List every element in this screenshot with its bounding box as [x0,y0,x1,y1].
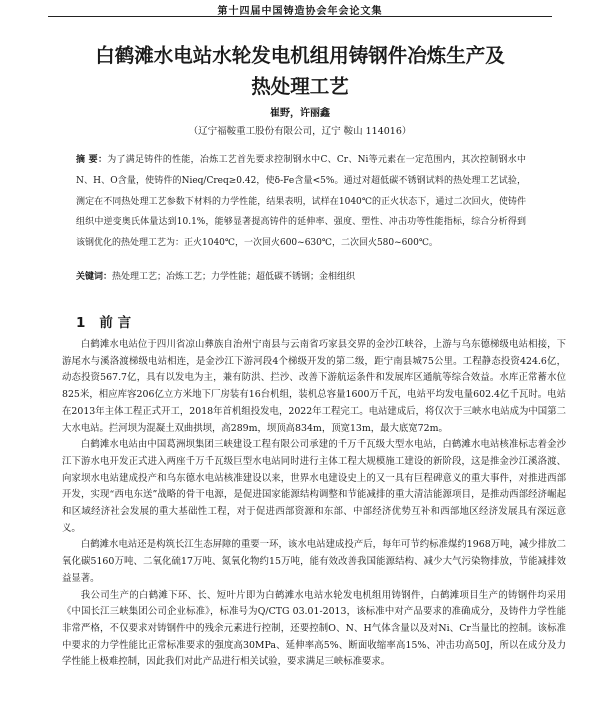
title-line-2: 热处理工艺 [251,75,349,98]
abstract-text: 为了满足铸件的性能，冶炼工艺首先要求控制钢水中C、Cr、Ni等元素在一定范围内，其次控制钢水中N、H、O含量，使铸件的Nieq/Creq≥0.42，使δ-Fe含量<5%。通过对超低碳不锈钢试料的热处理工艺试验，测定在不同热处理工艺参数下材料的力学性能，结果表明，试样在1040℃的正火状态下，通过二次回火，使铸件组织中逆变奥氏体量达到10.1%，能够显著提高铸件的延伸率、强度、塑性、冲击功等性能指标，综合分析得到该钢优化的热处理工艺为：正火1040℃，一次回火600~630℃，二次回火580~600℃。 [76,155,526,249]
authors: 崔野，许丽鑫 [270,108,330,119]
paragraph: 我公司生产的白鹤滩下环、长、短叶片即为白鹤滩水电站水轮发电机组用铸钢件，白鹤滩项目生产的铸钢件均采用《中国长江三峡集团公司企业标准》，标准号为Q/CTG 03.01-2013，该标准中对产品要求的准确成分，及铸件力学性能非常严格，不仅要求对铸钢件中的残余元素进行控制，还要控制O、N、H气体含量以及对Ni、Cr当量比的控制。该标准中要求的力学性能比正常标准要求的强度高30MPa、延伸率高5%、断面收缩率高15%、冲击功高50J，所以在成分及力学性能上极难控制，因此我们对此产品进行相关试验，要求满足三峡标准要求。 [62,589,566,668]
paper-title [40,40,560,102]
paragraph: 白鹤滩水电站由中国葛洲坝集团三峡建设工程有限公司承建的千万千瓦级大型水电站，白鹤滩水电站核准标志着金沙江下游水电开发正式进入两座千万千瓦级巨型水电站同时进行主体工程大规模施工建设的新阶段，这是推金沙江溪洛渡、向家坝水电站建成投产和乌东德水电站核准建设以来，世界水电建设史上的又一具有巨程碑意义的重大事件，对推进西部开发，实现“西电东送”战略的骨干电源，是促进国家能源结构调整和节能减排的重大清洁能源项目，是推动西部经济崛起和区域经济社会发展的重大基础性工程，对于促进西部资源和东部、中部经济优势互补和西部地区经济发展具有深远意义。 [62,439,566,534]
body-text [62,337,566,671]
keywords [76,270,526,284]
header-rule [48,16,552,17]
keywords-text: 热处理工艺；冶炼工艺；力学性能；超低碳不锈钢；金相组织 [112,272,356,282]
abstract-label: 摘 要： [76,155,108,165]
section-title: 前 言 [99,315,132,331]
abstract [76,150,526,254]
paragraph: 白鹤滩水电站还是构筑长江生态屏障的重要一环，该水电站建成投产后，每年可节约标准煤约1968万吨，减少排放二氧化碳5160万吨、二氧化硫17万吨、氮氧化物约15万吨，能有效改善我国能源结构、减少大气污染物排放，节能减排效益显著。 [62,539,566,584]
section-number: 1 [76,315,86,331]
title-line-1: 白鹤滩水电站水轮发电机组用铸钢件冶炼生产及 [95,44,505,67]
affiliation: （辽宁福鞍重工股份有限公司，辽宁 鞍山 114016） [188,126,412,137]
running-head: 第十四届中国铸造协会年会论文集 [217,6,383,17]
paragraph: 白鹤滩水电站位于四川省凉山彝族自治州宁南县与云南省巧家县交界的金沙江峡谷，上游与乌东德梯级电站相接，下游尾水与溪洛渡梯级电站相连，是金沙江下游河段4个梯级开发的第二级，距宁南县城75公里。工程静态投资424.6亿，动态投资567.7亿，具有以发电为主，兼有防洪、拦沙、改善下游航运条件和发展库区通航等综合效益。水库正常蓄水位825米，相应库容206亿立方米地下厂房装有16台机组，装机总容量1600万千瓦，电站平均发电量602.4亿千瓦时。电站在2013年主体工程正式开工，2018年首机组投发电，2022年工程完工。电站建成后，将仅次于三峡水电站成为中国第二大水电站。拦河坝为混凝土双曲拱坝，高289m，坝顶高834m，顶宽13m，最大底宽72m。 [62,339,566,434]
keywords-label: 关键词： [76,272,113,282]
section-heading [76,311,131,331]
